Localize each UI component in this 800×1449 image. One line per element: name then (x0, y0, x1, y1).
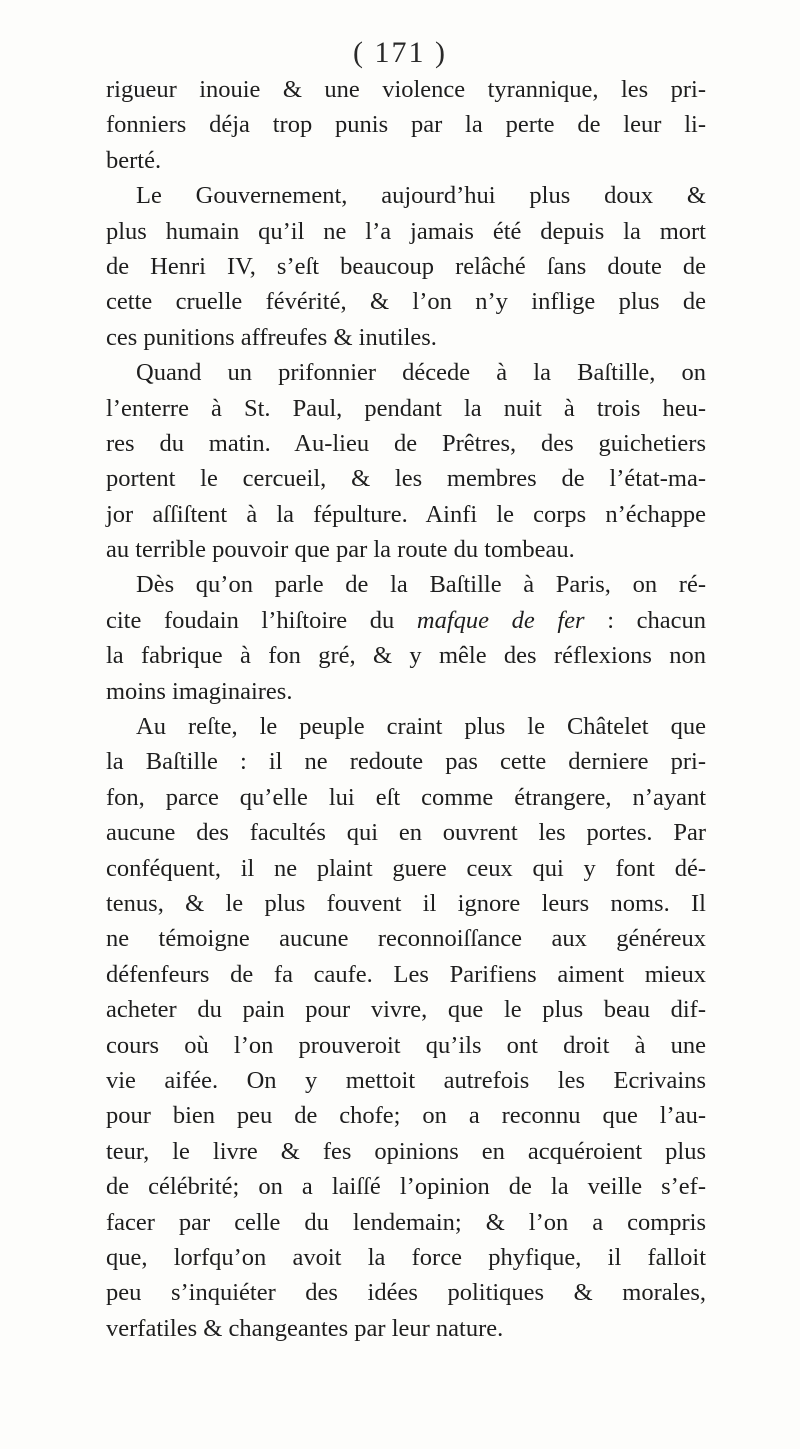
text-line: la fabrique à fon gré, & y mêle des réflexions non (106, 642, 706, 670)
text-line: verfatiles & changeantes par leur nature. (106, 1314, 504, 1342)
text-line: fonniers déja trop punis par la perte de leur li- (106, 111, 706, 139)
text-line: que, lorfqu’on avoit la force phyfique, il falloit (106, 1243, 706, 1271)
text-line: cours où l’on prouveroit qu’ils ont droit à une (106, 1031, 706, 1059)
text-line: tenus, & le plus fouvent il ignore leurs noms. Il (106, 889, 706, 917)
text-line: l’enterre à St. Paul, pendant la nuit à trois heu- (106, 394, 706, 422)
text-line: défenfeurs de fa caufe. Les Parifiens aiment mieux (106, 960, 706, 988)
text-line: ne témoigne aucune reconnoiſſance aux généreux (106, 925, 706, 953)
text-line: au terrible pouvoir que par la route du tombeau. (106, 536, 575, 564)
text-line: Au reſte, le peuple craint plus le Châtelet que (136, 713, 706, 741)
text-line: moins imaginaires. (106, 677, 293, 705)
text-line: res du matin. Au-lieu de Prêtres, des guichetiers (106, 429, 706, 457)
text-line: teur, le livre & fes opinions en acquéroient plus (106, 1137, 706, 1165)
text-line: ces punitions affreufes & inutiles. (106, 323, 437, 351)
text-line: pour bien peu de chofe; on a reconnu que l’au- (106, 1102, 706, 1130)
text-line: plus humain qu’il ne l’a jamais été depuis la mort (106, 217, 706, 245)
text-line: acheter du pain pour vivre, que le plus beau dif- (106, 996, 706, 1024)
text-line: cite foudain l’hiſtoire du mafque de fer : chacun (106, 606, 706, 634)
text-line: berté. (106, 146, 162, 174)
body-text (106, 72, 706, 1346)
text-line: cette cruelle févérité, & l’on n’y inflige plus de (106, 288, 706, 316)
text-line: de Henri IV, s’eſt beaucoup relâché ſans doute de (106, 252, 706, 280)
text-line: rigueur inouie & une violence tyrannique, les pri- (106, 76, 706, 103)
text-line: vie aifée. On y mettoit autrefois les Ecrivains (106, 1066, 706, 1094)
text-line: Quand un prifonnier décede à la Baſtille, on (136, 359, 706, 387)
text-line: portent le cercueil, & les membres de l’état-ma- (106, 465, 706, 493)
text-line: fon, parce qu’elle lui eſt comme étrangere, n’ayant (106, 783, 706, 811)
text-line: peu s’inquiéter des idées politiques & morales, (106, 1279, 706, 1307)
italic-title: mafque de fer (416, 606, 585, 634)
text-line: Le Gouvernement, aujourd’hui plus doux & (136, 182, 706, 210)
text-line: Dès qu’on parle de la Baſtille à Paris, on ré- (136, 571, 706, 599)
text-line: facer par celle du lendemain; & l’on a compris (106, 1208, 706, 1236)
text-line: de célébrité; on a laiſſé l’opinion de la veille s’ef- (106, 1173, 706, 1201)
text-line: la Baſtille : il ne redoute pas cette derniere pri- (106, 748, 706, 776)
page-number-header: ( 171 ) (353, 36, 447, 69)
text-line: jor aſſiſtent à la fépulture. Ainfi le corps n’échappe (106, 500, 706, 528)
text-line: aucune des facultés qui en ouvrent les portes. Par (106, 819, 706, 847)
text-line: conféquent, il ne plaint guere ceux qui y font dé- (106, 854, 706, 882)
